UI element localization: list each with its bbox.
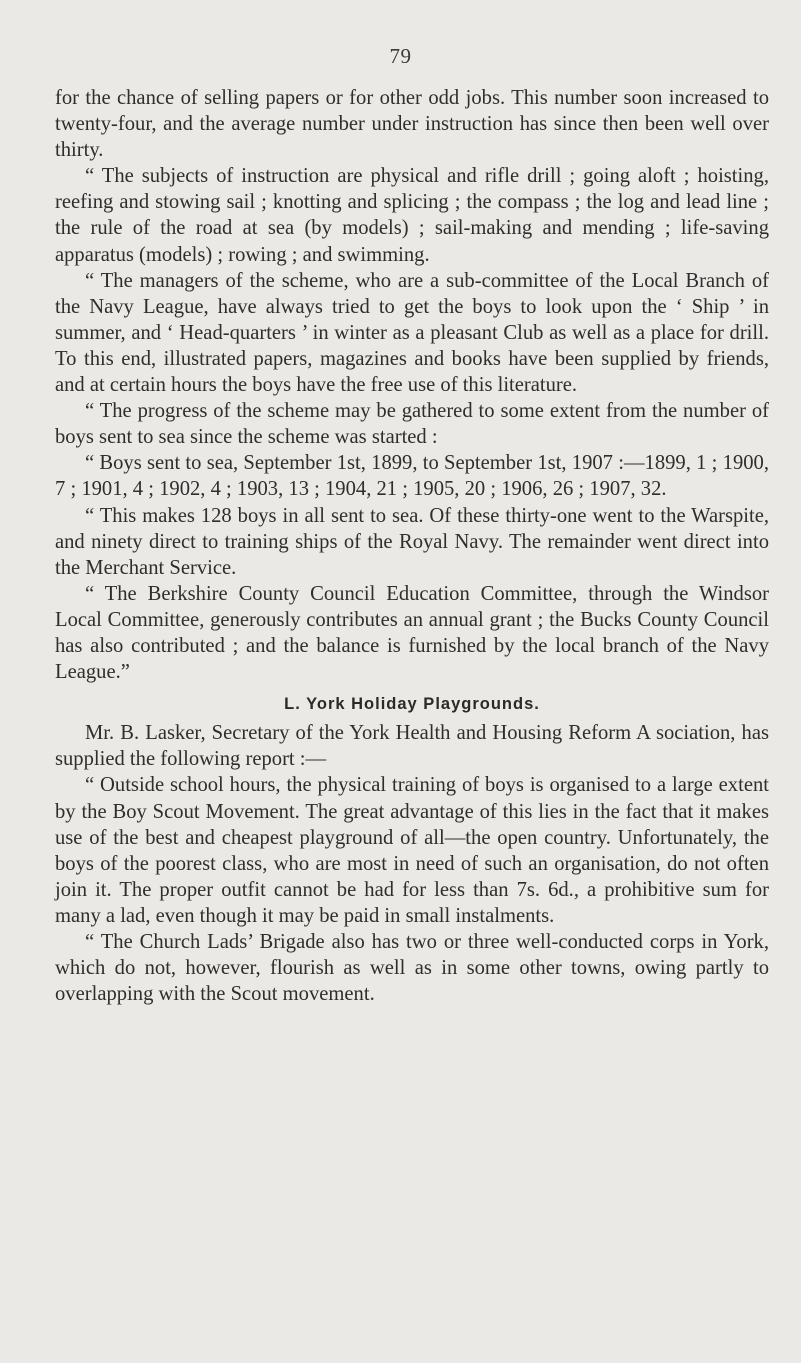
section-heading: L. York Holiday Playgrounds.: [284, 695, 540, 714]
page-number: 79: [389, 44, 412, 68]
paragraph: “ The Berkshire County Council Education Committee, through the Windsor Local Committee, generously contributes an annual grant ; the Bucks County Council has also contributed ; and the balance is furnished by the local branch of the Navy League.”: [55, 582, 769, 684]
paragraph: “ The subjects of instruction are physical and rifle drill ; going aloft ; hoisting, reefing and stowing sail ; knotting and splicing ; the compass ; the log and lead line ; the rule of the road at sea (by models) ; sail-making and mending ; life-saving apparatus (models) ; rowing ; and swimming.: [55, 165, 769, 266]
paragraph: “ The Church Lads’ Brigade also has two or three well-conducted corps in York, which do not, however, flourish as well as in some other towns, owing partly to overlapping with the Scout movement.: [55, 931, 769, 1006]
paragraph: “ Boys sent to sea, September 1st, 1899, to September 1st, 1907 :—1899, 1 ; 1900, 7 ; 1901, 4 ; 1902, 4 ; 1903, 13 ; 1904, 21 ; 1905, 20 ; 1906, 26 ; 1907, 32.: [55, 452, 769, 501]
paragraph: “ The managers of the scheme, who are a sub-committee of the Local Branch of the Navy League, have always tried to get the boys to look upon the ‘ Ship ’ in summer, and ‘ Head-quarters ’ in winter as a pleasant Club as well as a place for drill. To this end, illustrated papers, magazines and books have been supplied by friends, and at certain hours the boys have the free use of this literature.: [55, 269, 769, 397]
paragraph: for the chance of selling papers or for other odd jobs. This number soon increased to twenty-four, and the average number under instruction has since then been well over thirty.: [55, 87, 769, 162]
body-text: [55, 85, 769, 1007]
paragraph: Mr. B. Lasker, Secretary of the York Health and Housing Reform A sociation, has supplied the following report :—: [55, 722, 769, 771]
paragraph: “ The progress of the scheme may be gathered to some extent from the number of boys sent to sea since the scheme was started :: [55, 400, 769, 449]
paragraph: “ This makes 128 boys in all sent to sea. Of these thirty-one went to the Warspite, and ninety direct to training ships of the Royal Navy. The remainder went direct into the Merchant Service.: [55, 504, 769, 579]
paragraph: “ Outside school hours, the physical training of boys is organised to a large extent by the Boy Scout Movement. The great advantage of this lies in the fact that it makes use of the best and cheapest playground of all—the open country. Unfortunately, the boys of the poorest class, who are most in need of such an organisation, do not often join it. The proper outfit cannot be had for less than 7s. 6d., a prohibitive sum for many a lad, even though it may be paid in small instalments.: [55, 774, 769, 927]
